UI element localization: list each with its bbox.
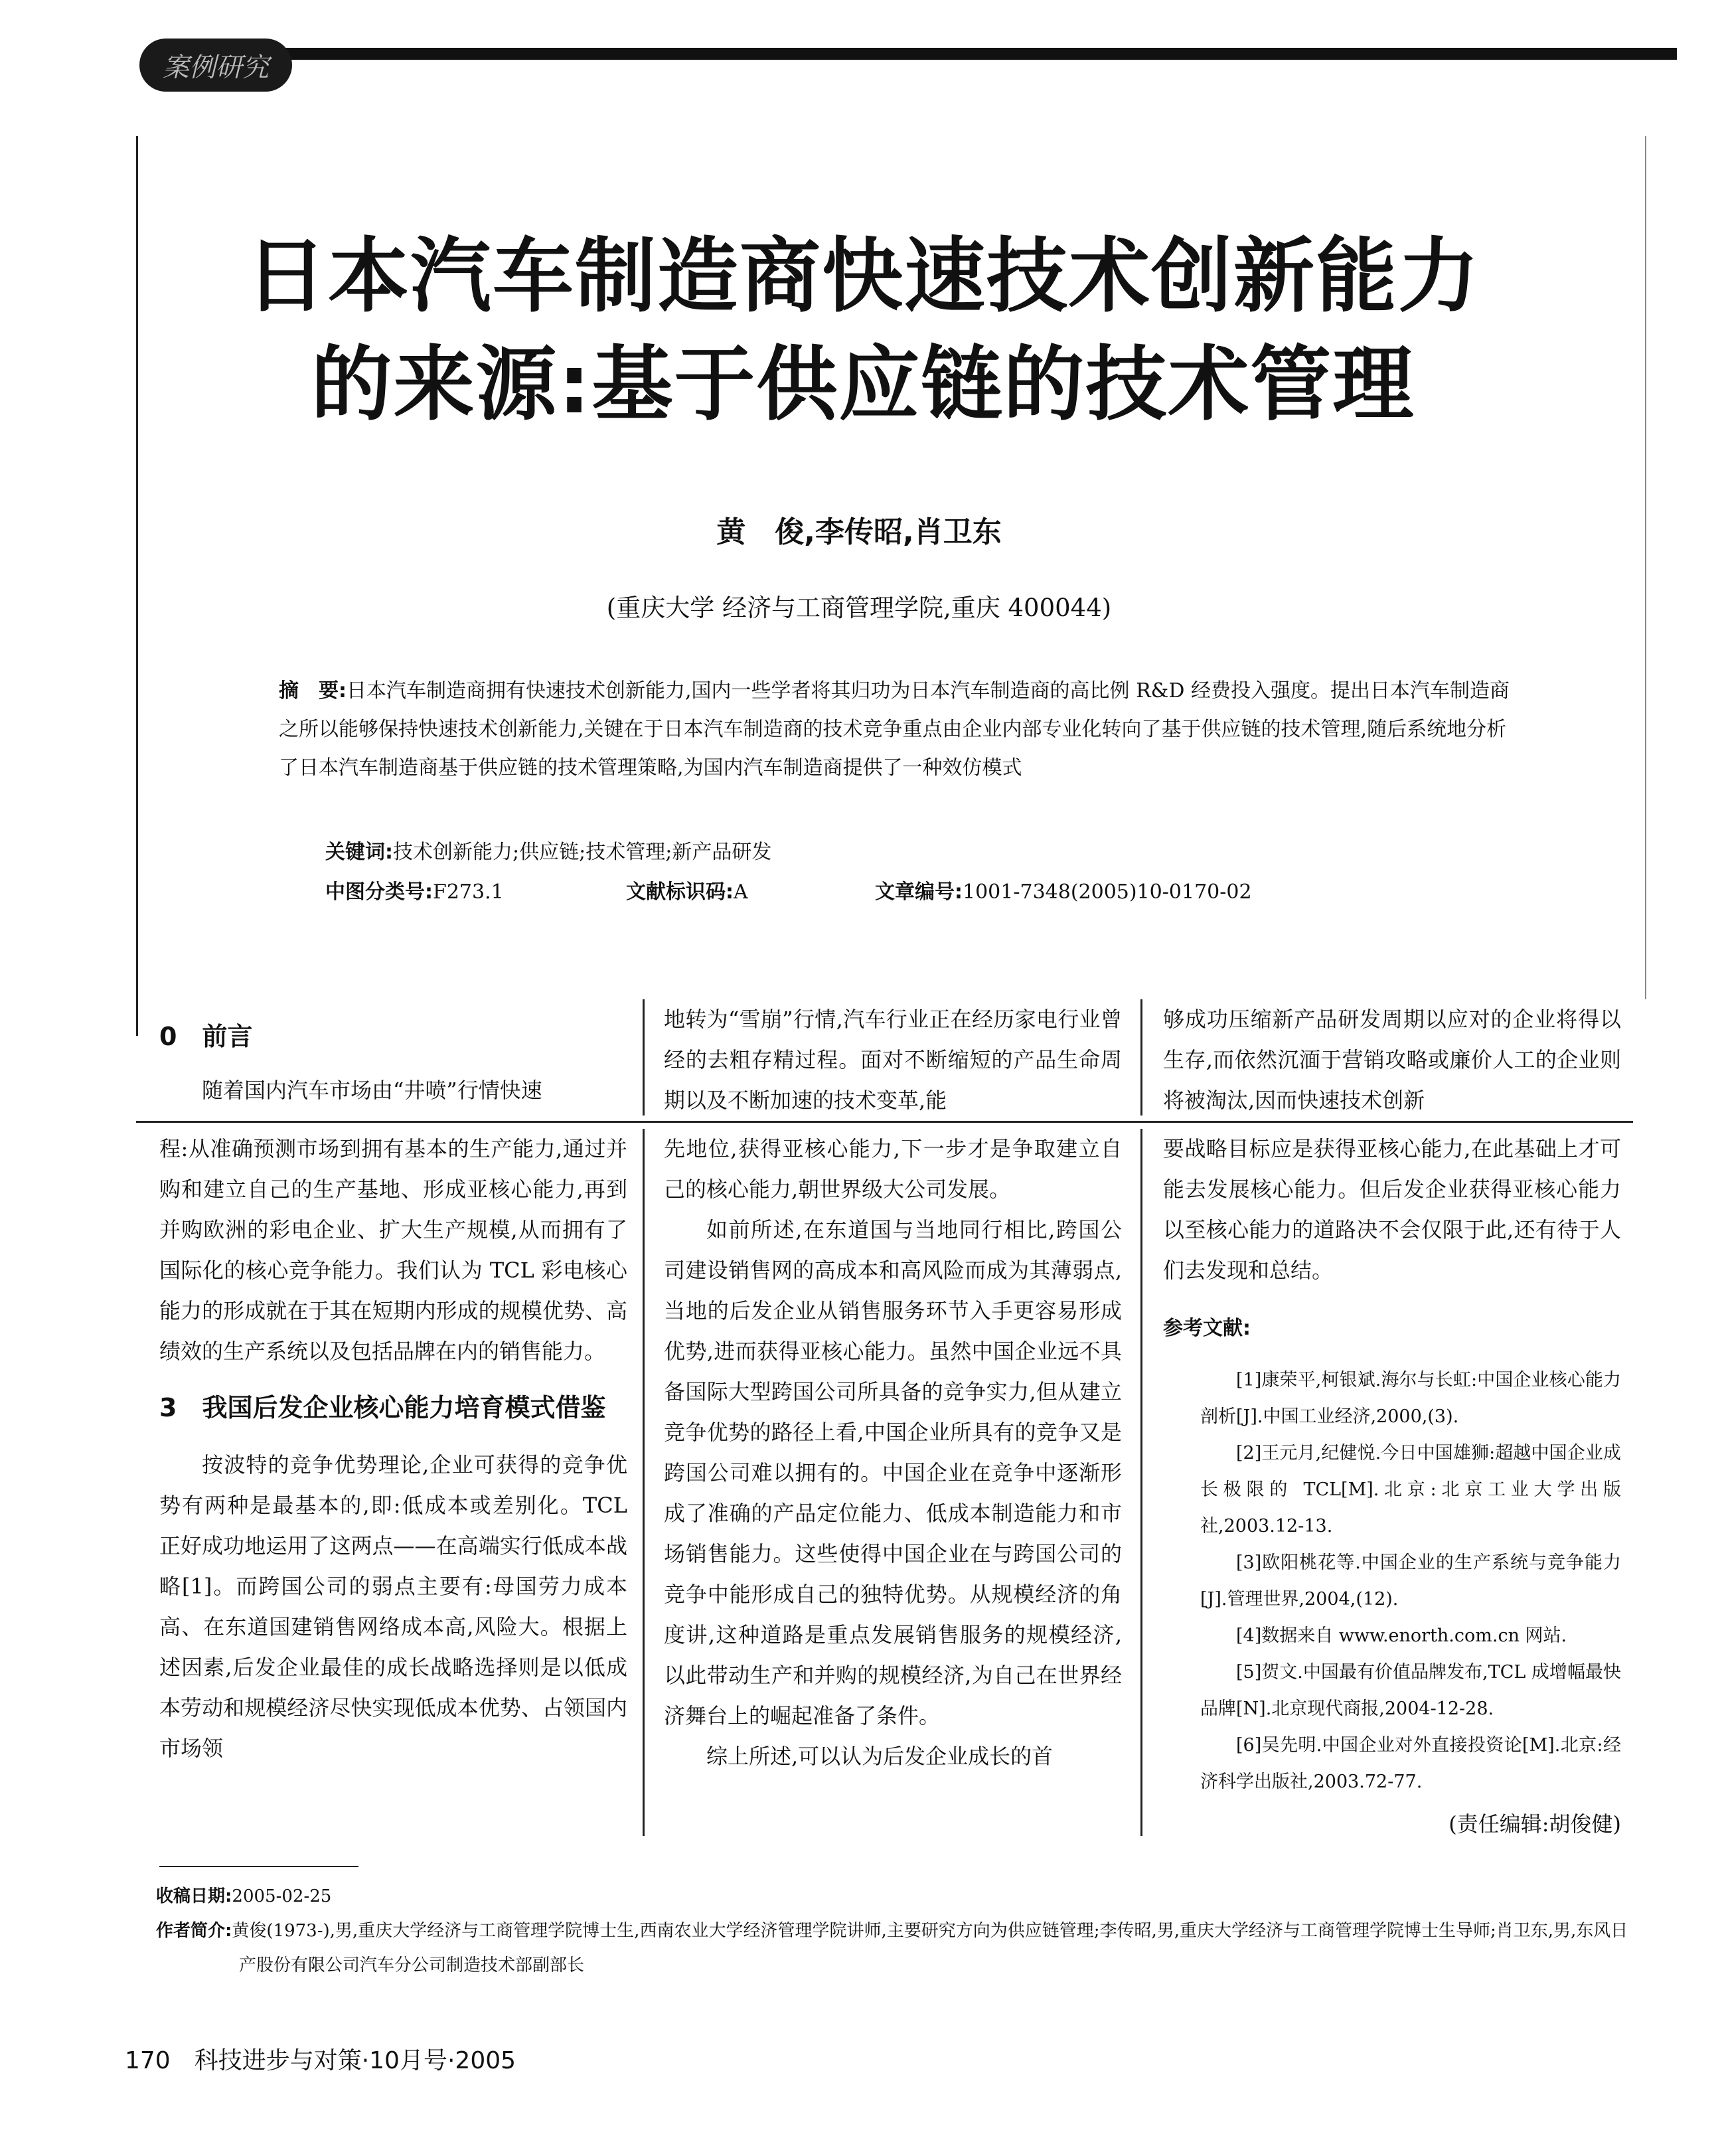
col1-paragraph-2: 按波特的竞争优势理论,企业可获得的竞争优势有两种是最基本的,即:低成本或差别化。TCL 正好成功地运用了这两点——在高端实行低成本战略[1]。而跨国公司的弱点主要有:母国劳力成本高、在东道国建销售网络成本高,风险大。根据上述因素,后发企业最佳的成长战略选择则是以低成本劳动和规模经济尽快实现低成本优势、占领国内市场领 xyxy=(159,1452,627,1761)
clc-label: 中图分类号: xyxy=(325,880,433,904)
art-label: 文章编号: xyxy=(875,880,963,904)
responsible-editor: (责任编辑:胡俊健) xyxy=(1448,1811,1621,1837)
section-heading-intro: 0 前言 xyxy=(159,1022,253,1051)
col3-paragraph-1: 要战略目标应是获得亚核心能力,在此基础上才可能去发展核心能力。但后发企业获得亚核心能力以至核心能力的道路决不会仅限于此,还有待于人们去发现和总结。 xyxy=(1163,1136,1621,1283)
bio-label: 作者简介: xyxy=(156,1921,232,1941)
col2-paragraph-2: 如前所述,在东道国与当地同行相比,跨国公司建设销售网的高成本和高风险而成为其薄弱点,当地的后发企业从销售服务环节入手更容易形成优势,进而获得亚核心能力。虽然中国企业远不具备国际大型跨国公司所具备的竞争实力,但从建立竞争优势的路径上看,中国企业所具有的竞争又是跨国公司难以拥有的。中国企业在竞争中逐渐形成了准确的产品定位能力、低成本制造能力和市场销售能力。这些使得中国企业在与跨国公司的竞争中能形成自己的独特优势。从规模经济的角度讲,这种道路是重点发展销售服务的规模经济,以此带动生产和并购的规模经济,为自己在世界经济舞台上的崛起准备了条件。 xyxy=(664,1217,1122,1728)
intro-col2-paragraph: 地转为“雪崩”行情,汽车行业正在经历家电行业曾经的去粗存精过程。面对不断缩短的产品生命周期以及不断加速的技术变革,能 xyxy=(664,1007,1122,1113)
received-label: 收稿日期: xyxy=(156,1886,232,1906)
clc-value: F273.1 xyxy=(433,880,504,904)
intro-col3-text xyxy=(1163,999,1621,1121)
article-number xyxy=(875,875,1252,904)
intro-col-divider-1 xyxy=(643,999,645,1116)
reference-item: [2]王元月,纪健悦.今日中国雄狮:超越中国企业成长极限的 TCL[M].北京:北京工业大学出版社,2003.12-13. xyxy=(1200,1443,1621,1536)
intro-col-divider-2 xyxy=(1140,999,1142,1116)
reference-item: [4]数据来自 www.enorth.com.cn 网站. xyxy=(1236,1625,1567,1646)
section-tag: 案例研究 xyxy=(139,39,292,92)
author-bio xyxy=(156,1914,1633,1983)
footnote-rule xyxy=(159,1866,358,1867)
reference-item: [6]吴先明.中国企业对外直接投资论[M].北京:经济科学出版社,2003.72-77. xyxy=(1200,1735,1621,1792)
section-heading-3: 3 我国后发企业核心能力培育模式借鉴 xyxy=(159,1393,606,1422)
header-rule xyxy=(219,48,1677,60)
intro-col1-text xyxy=(159,1070,624,1111)
col2-paragraph-3: 综上所述,可以认为后发企业成长的首 xyxy=(706,1744,1054,1769)
received-value: 2005-02-25 xyxy=(232,1886,332,1906)
body-col-divider-1 xyxy=(643,1129,645,1836)
intro-col2-text xyxy=(664,999,1122,1121)
body-column-2 xyxy=(664,1129,1122,1777)
keywords xyxy=(325,835,771,865)
affiliation: (重庆大学 经济与工商管理学院,重庆 400044) xyxy=(606,594,1112,622)
abstract xyxy=(279,672,1510,788)
reference-item: [3]欧阳桃花等.中国企业的生产系统与竞争能力[J].管理世界,2004,(12). xyxy=(1200,1552,1621,1610)
body-column-3 xyxy=(1163,1129,1621,1845)
col2-paragraph-1: 先地位,获得亚核心能力,下一步才是争取建立自己的核心能力,朝世界级大公司发展。 xyxy=(664,1136,1122,1202)
reference-item: [5]贺文.中国最有价值品牌发布,TCL 成增幅最快品牌[N].北京现代商报,2004-12-28. xyxy=(1200,1662,1621,1719)
body-col-divider-2 xyxy=(1140,1129,1142,1836)
keywords-text: 技术创新能力;供应链;技术管理;新产品研发 xyxy=(393,841,772,864)
page-footer: 170 科技进步与对策·10月号·2005 xyxy=(125,2047,516,2074)
keywords-label: 关键词: xyxy=(325,841,393,864)
references-heading: 参考文献: xyxy=(1163,1317,1251,1340)
clc-number xyxy=(325,875,504,904)
art-value: 1001-7348(2005)10-0170-02 xyxy=(963,880,1252,904)
intro-col3-paragraph: 够成功压缩新产品研发周期以应对的企业将得以生存,而依然沉湎于营销攻略或廉价人工的企业则将被淘汰,因而快速技术创新 xyxy=(1163,1007,1621,1113)
authors: 黄 俊,李传昭,肖卫东 xyxy=(716,515,1002,549)
title-line-2: 的来源:基于供应链的技术管理 xyxy=(311,337,1415,432)
received-date xyxy=(156,1879,1630,1914)
bio-text: 黄俊(1973-),男,重庆大学经济与工商管理学院博士生,西南农业大学经济管理学院讲师,主要研究方向为供应链管理;李传昭,男,重庆大学经济与工商管理学院博士生导师;肖卫东,男,东风日产股份有限公司汽车分公司制造技术部副部长 xyxy=(232,1921,1628,1975)
reference-item: [1]康荣平,柯银斌.海尔与长虹:中国企业核心能力剖析[J].中国工业经济,2000,(3). xyxy=(1200,1370,1621,1427)
intro-col1-paragraph: 随着国内汽车市场由“井喷”行情快速 xyxy=(202,1078,542,1103)
right-margin-rule xyxy=(1645,136,1646,999)
abstract-text: 日本汽车制造商拥有快速技术创新能力,国内一些学者将其归功为日本汽车制造商的高比例 R&D 经费投入强度。提出日本汽车制造商之所以能够保持快速技术创新能力,关键在于日本汽车制造商的技术竞争重点由企业内部专业化转向了基于供应链的技术管理,随后系统地分析了日本汽车制造商基于供应链的技术管理策略,为国内汽车制造商提供了一种效仿模式 xyxy=(279,679,1510,780)
doc-value: A xyxy=(734,880,748,904)
doc-label: 文献标识码: xyxy=(626,880,734,904)
left-margin-rule xyxy=(136,136,138,1036)
intro-bottom-rule xyxy=(136,1121,1633,1123)
col1-paragraph-1: 程:从准确预测市场到拥有基本的生产能力,通过并购和建立自己的生产基地、形成亚核心能力,再到并购欧洲的彩电企业、扩大生产规模,从而拥有了国际化的核心竞争能力。我们认为 TCL 彩电核心能力的形成就在于其在短期内形成的规模优势、高绩效的生产系统以及包括品牌在内的销售能力。 xyxy=(159,1136,627,1364)
abstract-label: 摘 要: xyxy=(279,679,347,703)
document-code xyxy=(626,875,748,904)
body-column-1 xyxy=(159,1129,627,1769)
title-line-1: 日本汽车制造商快速技术创新能力 xyxy=(246,229,1480,323)
